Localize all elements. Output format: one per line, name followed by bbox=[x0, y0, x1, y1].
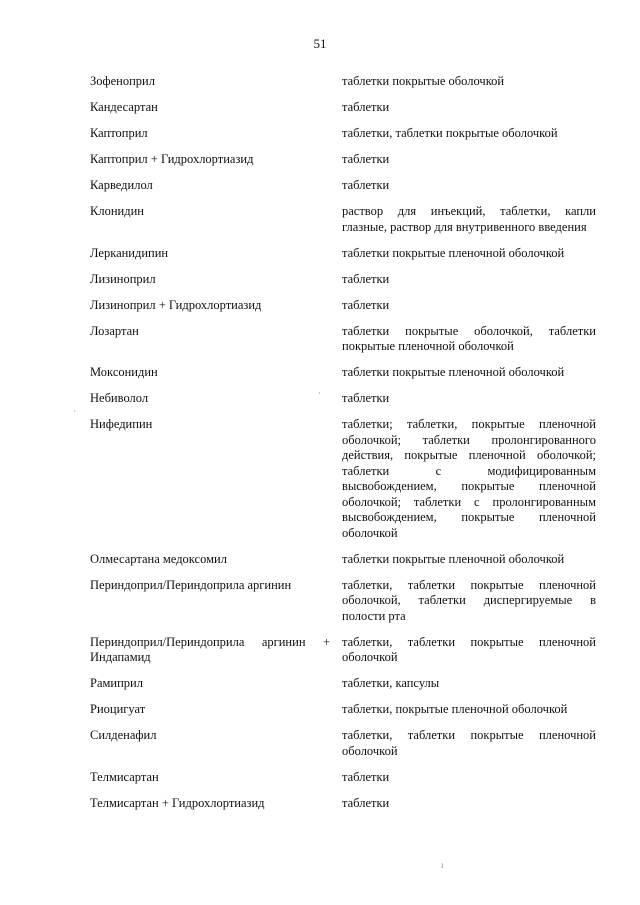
table-row bbox=[90, 126, 596, 142]
table-row bbox=[90, 246, 596, 262]
drug-name: Карведилол bbox=[90, 178, 153, 192]
drug-name: Небиволол bbox=[90, 391, 149, 405]
table-row bbox=[90, 728, 596, 759]
drug-name: Силденафил bbox=[90, 728, 157, 742]
scan-speck: ı bbox=[441, 860, 444, 870]
table-row bbox=[90, 178, 596, 194]
table-row bbox=[90, 635, 596, 666]
table-row bbox=[90, 552, 596, 568]
table-row bbox=[90, 298, 596, 314]
page-number: 51 bbox=[313, 36, 327, 51]
dosage-form: таблетки покрытые пленочной оболочкой bbox=[342, 365, 565, 379]
table-row bbox=[90, 770, 596, 786]
table-row bbox=[90, 152, 596, 168]
drug-name: Риоцигуат bbox=[90, 702, 146, 716]
dosage-form: таблетки, капсулы bbox=[342, 676, 440, 690]
dosage-form: таблетки bbox=[342, 795, 390, 810]
dosage-form: таблетки покрытые оболочкой, таблетки покрытые пленочной оболочкой bbox=[342, 323, 596, 353]
table-row bbox=[90, 204, 596, 235]
dosage-form: раствор для инъекций, таблетки, капли глазные, раствор для внутривенного введения bbox=[342, 204, 596, 234]
dosage-form: таблетки bbox=[342, 769, 390, 784]
drug-name-line-1: Периндоприл/Периндоприла аргинин + bbox=[90, 634, 330, 649]
table-row bbox=[90, 796, 596, 812]
dosage-form: таблетки bbox=[342, 100, 390, 114]
table-row bbox=[90, 391, 596, 407]
dosage-form: таблетки bbox=[342, 178, 390, 192]
drug-name bbox=[90, 635, 330, 666]
drug-name: Каптоприл bbox=[90, 126, 148, 140]
dosage-form: таблетки; таблетки, покрытые пленочной оболочкой; таблетки пролонгированного действия, покрытые пленочной оболочкой; таблетки с модифицированным высвобождением, покрытые пленочной оболочкой; таблетки с пролонгированным высвобождением, покрытые пленочной оболочкой bbox=[342, 417, 596, 540]
table-row bbox=[90, 676, 596, 692]
drug-name: Каптоприл + Гидрохлортиазид bbox=[90, 152, 254, 166]
drug-name: Телмисартан bbox=[90, 769, 159, 784]
dosage-form: таблетки bbox=[342, 271, 390, 286]
scan-speck: · bbox=[318, 388, 321, 398]
drug-name: Периндоприл/Периндоприла аргинин bbox=[90, 577, 292, 592]
drug-name: Лерканидипин bbox=[90, 245, 169, 260]
table-row bbox=[90, 100, 596, 116]
dosage-form: таблетки bbox=[342, 297, 390, 312]
dosage-form: таблетки bbox=[342, 391, 390, 405]
drug-name: Клонидин bbox=[90, 204, 144, 218]
dosage-form: таблетки, таблетки покрытые оболочкой bbox=[342, 126, 558, 140]
drug-name: Нифедипин bbox=[90, 417, 153, 431]
table-row bbox=[90, 74, 596, 90]
drug-name: Лизиноприл bbox=[90, 271, 156, 286]
drug-name: Телмисартан + Гидрохлортиазид bbox=[90, 795, 265, 810]
table-row bbox=[90, 702, 596, 718]
table-row bbox=[90, 324, 596, 355]
drug-name: Кандесартан bbox=[90, 100, 158, 114]
dosage-form: таблетки покрытые пленочной оболочкой bbox=[342, 551, 565, 566]
drug-name: Рамиприл bbox=[90, 676, 143, 690]
drug-name: Лозартан bbox=[90, 323, 139, 338]
table-row bbox=[90, 578, 596, 625]
dosage-form: таблетки, таблетки покрытые пленочной оболочкой, таблетки диспергируемые в полости рта bbox=[342, 577, 596, 623]
dosage-form: таблетки покрытые оболочкой bbox=[342, 74, 505, 88]
table-row bbox=[90, 365, 596, 381]
drug-name: Лизиноприл + Гидрохлортиазид bbox=[90, 297, 262, 312]
table-row bbox=[90, 417, 596, 541]
drug-table bbox=[90, 74, 596, 811]
scan-speck: · bbox=[73, 406, 76, 416]
dosage-form: таблетки, покрытые пленочной оболочкой bbox=[342, 702, 568, 716]
dosage-form: таблетки, таблетки покрытые пленочной оболочкой bbox=[342, 728, 596, 758]
drug-name: Зофеноприл bbox=[90, 74, 155, 88]
drug-name: Олмесартана медоксомил bbox=[90, 551, 227, 566]
drug-name-line-2: Индапамид bbox=[90, 650, 151, 664]
dosage-form: таблетки, таблетки покрытые пленочной оболочкой bbox=[342, 634, 596, 664]
dosage-form: таблетки bbox=[342, 152, 390, 166]
dosage-form: таблетки покрытые пленочной оболочкой bbox=[342, 245, 565, 260]
table-row bbox=[90, 272, 596, 288]
drug-name: Моксонидин bbox=[90, 365, 158, 379]
